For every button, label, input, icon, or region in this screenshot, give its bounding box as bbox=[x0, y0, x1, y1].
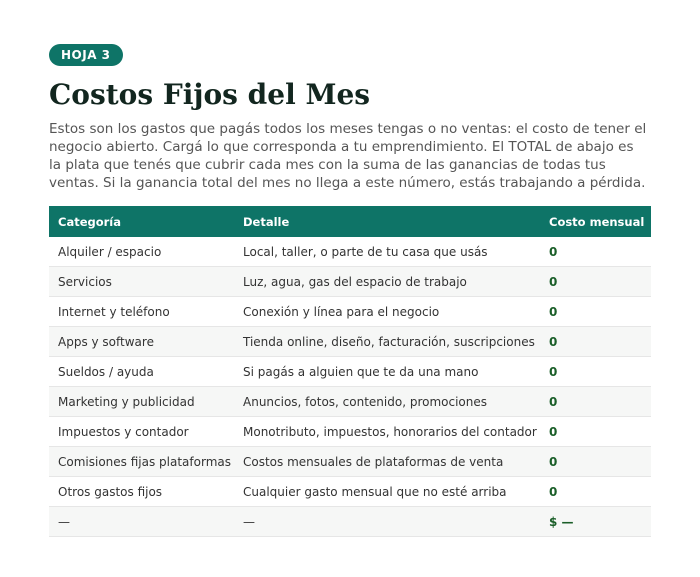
cell-detalle: Local, taller, o parte de tu casa que usás bbox=[234, 237, 540, 267]
header-detalle: Detalle bbox=[234, 206, 540, 237]
cell-costo[interactable]: 0 bbox=[540, 477, 651, 507]
cell-detalle: Conexión y línea para el negocio bbox=[234, 297, 540, 327]
cell-categoria: Otros gastos fijos bbox=[49, 477, 234, 507]
cell-costo[interactable]: 0 bbox=[540, 327, 651, 357]
cell-detalle: Monotributo, impuestos, honorarios del contador bbox=[234, 417, 540, 447]
cell-costo[interactable]: 0 bbox=[540, 417, 651, 447]
table-row bbox=[49, 237, 651, 267]
total-costo: $ — bbox=[540, 507, 651, 537]
cell-categoria: Servicios bbox=[49, 267, 234, 297]
table-row bbox=[49, 447, 651, 477]
intro-paragraph: Estos son los gastos que pagás todos los meses tengas o no ventas: el costo de tener el negocio abierto. Cargá lo que corresponda a tu emprendimiento. El TOTAL de abajo es la plata que tenés que cubrir cada mes con la suma de las ganancias de todas tus ventas. Si la ganancia total del mes no llega a este número, estás trabajando a pérdida. bbox=[49, 121, 647, 191]
table-row bbox=[49, 327, 651, 357]
table-row bbox=[49, 387, 651, 417]
cell-detalle: Costos mensuales de plataformas de venta bbox=[234, 447, 540, 477]
page-title: Costos Fijos del Mes bbox=[49, 78, 371, 111]
total-detalle: — bbox=[234, 507, 540, 537]
cell-categoria: Marketing y publicidad bbox=[49, 387, 234, 417]
cell-detalle: Luz, agua, gas del espacio de trabajo bbox=[234, 267, 540, 297]
cell-categoria: Alquiler / espacio bbox=[49, 237, 234, 267]
cell-categoria: Impuestos y contador bbox=[49, 417, 234, 447]
cell-costo[interactable]: 0 bbox=[540, 297, 651, 327]
cell-detalle: Anuncios, fotos, contenido, promociones bbox=[234, 387, 540, 417]
table-row bbox=[49, 417, 651, 447]
cell-detalle: Cualquier gasto mensual que no esté arriba bbox=[234, 477, 540, 507]
cell-detalle: Tienda online, diseño, facturación, suscripciones bbox=[234, 327, 540, 357]
total-row bbox=[49, 507, 651, 537]
cell-costo[interactable]: 0 bbox=[540, 357, 651, 387]
header-categoria: Categoría bbox=[49, 206, 234, 237]
fixed-costs-table bbox=[49, 206, 651, 537]
sheet-badge: HOJA 3 bbox=[49, 44, 123, 66]
cell-costo[interactable]: 0 bbox=[540, 447, 651, 477]
table-row bbox=[49, 357, 651, 387]
cell-costo[interactable]: 0 bbox=[540, 237, 651, 267]
cell-detalle: Si pagás a alguien que te da una mano bbox=[234, 357, 540, 387]
cell-costo[interactable]: 0 bbox=[540, 267, 651, 297]
table-header-row bbox=[49, 206, 651, 237]
total-categoria: — bbox=[49, 507, 234, 537]
cell-categoria: Internet y teléfono bbox=[49, 297, 234, 327]
cell-costo[interactable]: 0 bbox=[540, 387, 651, 417]
cell-categoria: Apps y software bbox=[49, 327, 234, 357]
table-row bbox=[49, 477, 651, 507]
table-row bbox=[49, 297, 651, 327]
cell-categoria: Comisiones fijas plataformas bbox=[49, 447, 234, 477]
table-row bbox=[49, 267, 651, 297]
header-costo-mensual: Costo mensual bbox=[540, 206, 651, 237]
cell-categoria: Sueldos / ayuda bbox=[49, 357, 234, 387]
